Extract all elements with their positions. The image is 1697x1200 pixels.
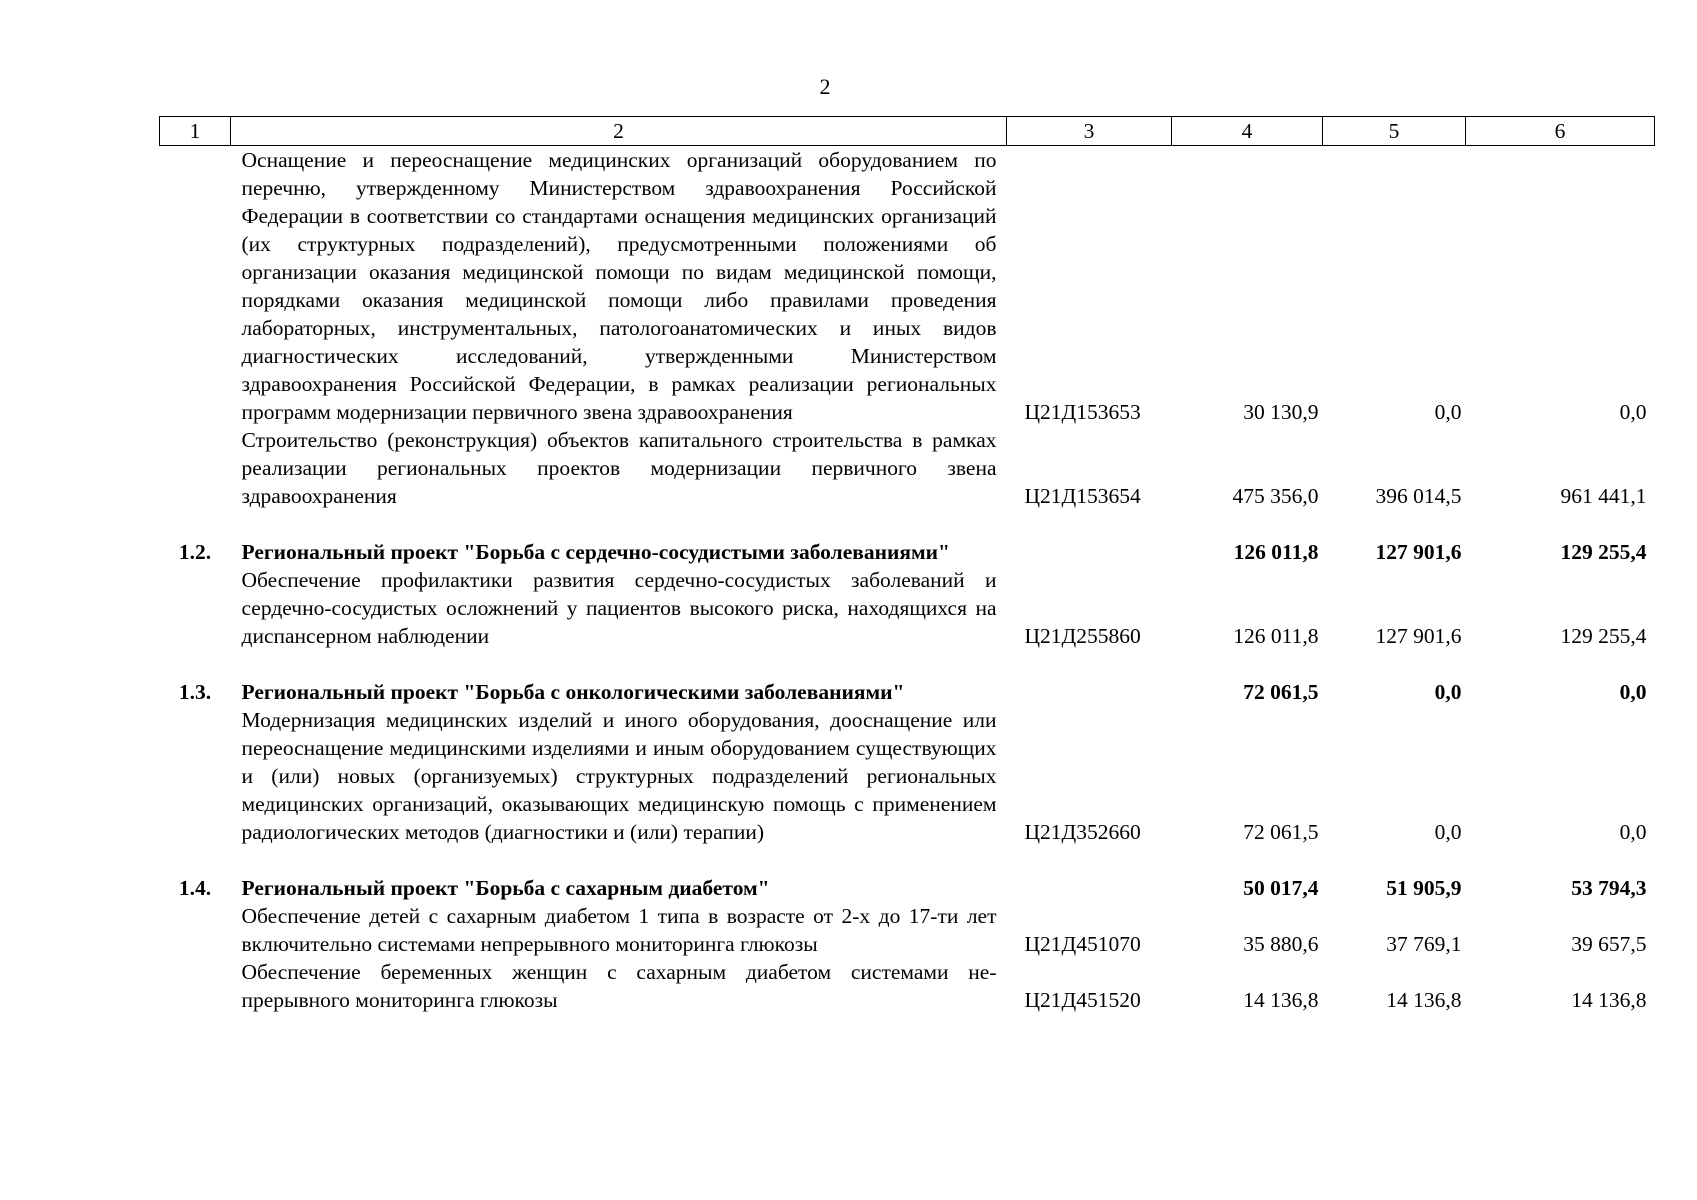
column-header-6: 6 <box>1466 117 1655 146</box>
row-code: Ц21Д153653 <box>1024 400 1141 424</box>
row-value-col5: 14 136,8 <box>1386 988 1462 1012</box>
row-code: Ц21Д153654 <box>1024 484 1141 508</box>
column-header-2: 2 <box>231 117 1007 146</box>
row-number <box>160 146 231 427</box>
row-number <box>160 426 231 510</box>
project-title: Региональный проект "Борьба с сердечно-сосудистыми заболеваниями" <box>241 540 950 564</box>
row-value-col6: 14 136,8 <box>1571 988 1647 1012</box>
table-row <box>160 958 1655 1014</box>
row-value-col5: 0,0 <box>1434 820 1462 844</box>
table-row <box>160 426 1655 510</box>
budget-table <box>159 116 1655 1014</box>
table-row <box>160 706 1655 846</box>
project-value-col5: 0,0 <box>1434 680 1462 704</box>
row-number <box>160 902 231 958</box>
row-number <box>160 566 231 650</box>
project-number: 1.4. <box>178 876 212 900</box>
row-description: Модернизация медицинских изделий и иного оборудования, дооснащение или переоснащение медицинскими изделиями и иным оборудованием существующих и (или) новых (организуемых) структурных подразделений региональных медицинских организаций, оказывающих медицинскую помощь с применением радиологических методов (диагностики и (или) терапии) <box>241 708 997 844</box>
row-value-col5: 396 014,5 <box>1375 484 1462 508</box>
row-value-col4: 475 356,0 <box>1232 484 1319 508</box>
row-value-col4: 126 011,8 <box>1233 624 1319 648</box>
table-row <box>160 146 1655 427</box>
row-value-col5: 127 901,6 <box>1375 624 1462 648</box>
row-description: Строительство (реконструкция) объектов капитального строительства в рамках реализации региональных проектов модернизации первичного звена здравоохранения <box>241 428 997 508</box>
column-header-4: 4 <box>1172 117 1323 146</box>
project-value-col5: 51 905,9 <box>1386 876 1462 900</box>
project-value-col6: 53 794,3 <box>1571 876 1647 900</box>
row-description: Оснащение и переоснащение медицинских организаций оборудованием по перечню, утвержденному Министерством здравоохранения Российской Федерации в соответствии со стандартами оснащения медицинских организаций (их структурных подразделений), предусмотренными положениями об организации оказания медицинской помощи по видам медицинской помощи, порядками оказания медицинской помощи либо правилами проведения лабораторных, инструментальных, патологоанатомических и иных видов диагностических исследований, утвержденными Министерством здравоохранения Российской Федерации, в рамках реализации региональных программ модернизации первичного звена здравоохранения <box>241 148 997 424</box>
row-code <box>1007 538 1172 566</box>
row-description: Обеспечение детей с сахарным диабетом 1 типа в возрасте от 2-х до 17-ти лет включительно системами непрерывного мониторинга глюкозы <box>241 904 997 956</box>
table-header <box>160 117 1655 146</box>
row-value-col6: 39 657,5 <box>1571 932 1647 956</box>
row-code: Ц21Д451520 <box>1024 988 1141 1012</box>
row-value-col4: 14 136,8 <box>1243 988 1319 1012</box>
row-number <box>160 706 231 846</box>
column-header-3: 3 <box>1007 117 1172 146</box>
table-row <box>160 902 1655 958</box>
row-value-col6: 0,0 <box>1619 820 1647 844</box>
project-value-col4: 72 061,5 <box>1243 680 1319 704</box>
project-number: 1.3. <box>178 680 212 704</box>
project-value-col4: 50 017,4 <box>1243 876 1319 900</box>
table-row <box>160 566 1655 650</box>
project-row <box>160 678 1655 706</box>
row-value-col4: 35 880,6 <box>1243 932 1319 956</box>
project-value-col4: 126 011,8 <box>1233 540 1319 564</box>
column-header-5: 5 <box>1323 117 1466 146</box>
row-spacer <box>160 650 1655 678</box>
project-value-col5: 127 901,6 <box>1375 540 1462 564</box>
row-value-col6: 0,0 <box>1619 400 1647 424</box>
project-row <box>160 538 1655 566</box>
row-code <box>1007 874 1172 902</box>
project-value-col6: 0,0 <box>1619 680 1647 704</box>
project-title: Региональный проект "Борьба с онкологическими заболеваниями" <box>241 680 905 704</box>
project-number: 1.2. <box>178 540 212 564</box>
row-description: Обеспечение беременных женщин с сахарным диабетом системами непрерывного мониторинга глюкозы <box>241 960 997 1012</box>
project-value-col6: 129 255,4 <box>1560 540 1647 564</box>
table-body <box>160 146 1655 1015</box>
row-number <box>160 958 231 1014</box>
row-value-col5: 0,0 <box>1434 400 1462 424</box>
row-value-col4: 30 130,9 <box>1243 400 1319 424</box>
project-title: Региональный проект "Борьба с сахарным диабетом" <box>241 876 770 900</box>
row-value-col4: 72 061,5 <box>1243 820 1319 844</box>
column-header-1: 1 <box>160 117 231 146</box>
row-value-col5: 37 769,1 <box>1386 932 1462 956</box>
row-code: Ц21Д352660 <box>1024 820 1141 844</box>
row-code: Ц21Д451070 <box>1024 932 1141 956</box>
row-value-col6: 129 255,4 <box>1560 624 1647 648</box>
page-number: 2 <box>819 74 831 99</box>
row-value-col6: 961 441,1 <box>1560 484 1647 508</box>
row-spacer <box>160 510 1655 538</box>
row-description: Обеспечение профилактики развития сердечно-сосудистых заболеваний и сердечно-сосудистых осложнений у пациентов высокого риска, находящихся на диспансерном наблюдении <box>241 568 997 648</box>
row-code <box>1007 678 1172 706</box>
project-row <box>160 874 1655 902</box>
header-row <box>160 117 1655 146</box>
row-spacer <box>160 846 1655 874</box>
row-code: Ц21Д255860 <box>1024 624 1141 648</box>
